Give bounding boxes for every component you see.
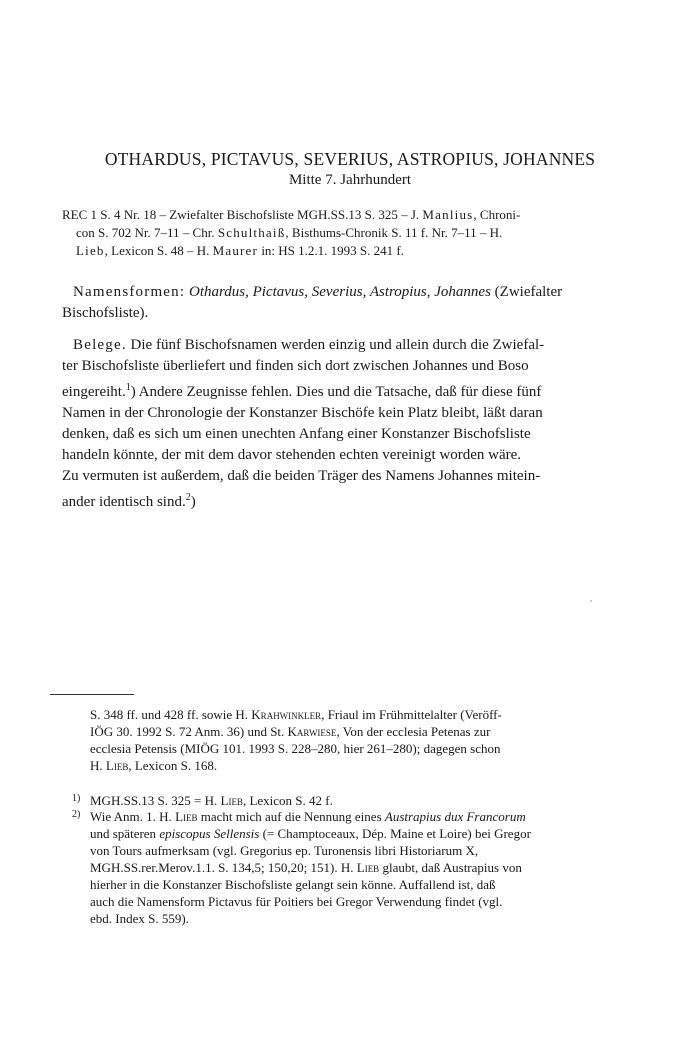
author-name: Krahwinkler <box>251 707 322 722</box>
section-label: Belege. <box>73 337 127 353</box>
author-name: Lieb <box>76 243 105 258</box>
belege-paragraph: Belege. Die fünf Bischofsnamen werden einzig und allein durch die Zwiefal- ter Bischofsliste überliefert und finden sich dort zwischen Johannes und Boso eingereiht.$^1$) Andere Zeugnisse fehlen. Dies und die Tatsache, daß für diese fünf Namen in der Chronologie der Konstanzer Bischöfe kein Platz bleibt, läßt daran denken, daß es sich um einen unechten Anfang einer Konstanzer Bischofsliste handeln könnte, der mit dem davor stehenden echten vereinigt worden wäre. Zu vermuten ist außerdem, daß die beiden Träger des Namens Johannes mitein- ander identisch sind.$^2$) <box>62 337 545 510</box>
footnote-continuation: S. 348 ff. und 428 ff. sowie H. Krahwinkler, Friaul im Frühmittelalter (Veröff- IÖG 30. 1992 S. 72 Anm. 36) und St. Karwiese, Von der ecclesia Petenas zur ecclesia Petensis (MIÖG 101. 1993 S. 228–280, hier 261–280); dagegen schon H. Lieb, Lexicon S. 168. <box>90 707 502 773</box>
author-name: Lieb <box>220 793 243 808</box>
reference-line: REC 1 S. 4 Nr. 18 – Zwiefalter Bischofsliste MGH.SS.13 S. 325 – J. Manlius, Chroni- <box>62 207 521 222</box>
author-name: Lieb <box>175 809 198 824</box>
author-name: Lieb <box>105 758 129 773</box>
footnote-ref: 1 <box>125 382 131 393</box>
author-name: Karwiese <box>287 724 337 739</box>
namensformen-paragraph: Namensformen: Othardus, Pictavus, Severius, Astropius, Johannes (Zwiefalter Bischofsliste). <box>62 284 563 321</box>
author-name: Schulthaiß <box>217 225 286 240</box>
references-block <box>62 206 640 260</box>
section-label: Namensformen: <box>73 284 186 300</box>
author-name: Lieb <box>356 860 380 875</box>
footnote-2: 2) Wie Anm. 1. H. Lieb macht mich auf die Nennung eines Austrapius dux Francorum und späteren episcopus Sellensis (= Champtoceaux, Dép. Maine et Loire) bei Gregor von Tours aufmerksam (vgl. Gregorius ep. Turonensis libri Historiarum X, MGH.SS.rer.Merov.1.1. S. 134,5; 150,20; 151). H. Lieb glaubt, daß Austrapius von hierher in die Konstanzer Bischofsliste gelangt sein könne. Auffallend ist, daß auch die Namensform Pictavus für Poitiers bei Gregor Verwendung findet (vgl. ebd. Index S. 559). <box>90 808 650 927</box>
name-forms: Othardus, Pictavus, Severius, Astropius, Johannes <box>189 284 491 300</box>
author-name: Maurer <box>212 243 259 258</box>
footnote-marker: 1) <box>72 793 81 804</box>
entry-date: Mitte 7. Jahrhundert <box>288 172 412 188</box>
footnote-1: 1) MGH.SS.13 S. 325 = H. Lieb, Lexicon S. 42 f. <box>90 792 650 809</box>
reference-line: con S. 702 Nr. 7–11 – Chr. Schulthaiß, Bisthums-Chronik S. 11 f. Nr. 7–11 – H. <box>76 225 503 240</box>
reference-line: Lieb, Lexicon S. 48 – H. Maurer in: HS 1.2.1. 1993 S. 241 f. <box>76 243 404 258</box>
footnote-divider <box>50 694 134 695</box>
author-name: Manlius <box>422 207 474 222</box>
footnote-ref: 2 <box>185 492 191 503</box>
footnote-marker: 2) <box>72 809 81 820</box>
entry-title: OTHARDUS, PICTAVUS, SEVERIUS, ASTROPIUS, JOHANNES <box>104 149 596 169</box>
scan-speck <box>590 600 592 602</box>
